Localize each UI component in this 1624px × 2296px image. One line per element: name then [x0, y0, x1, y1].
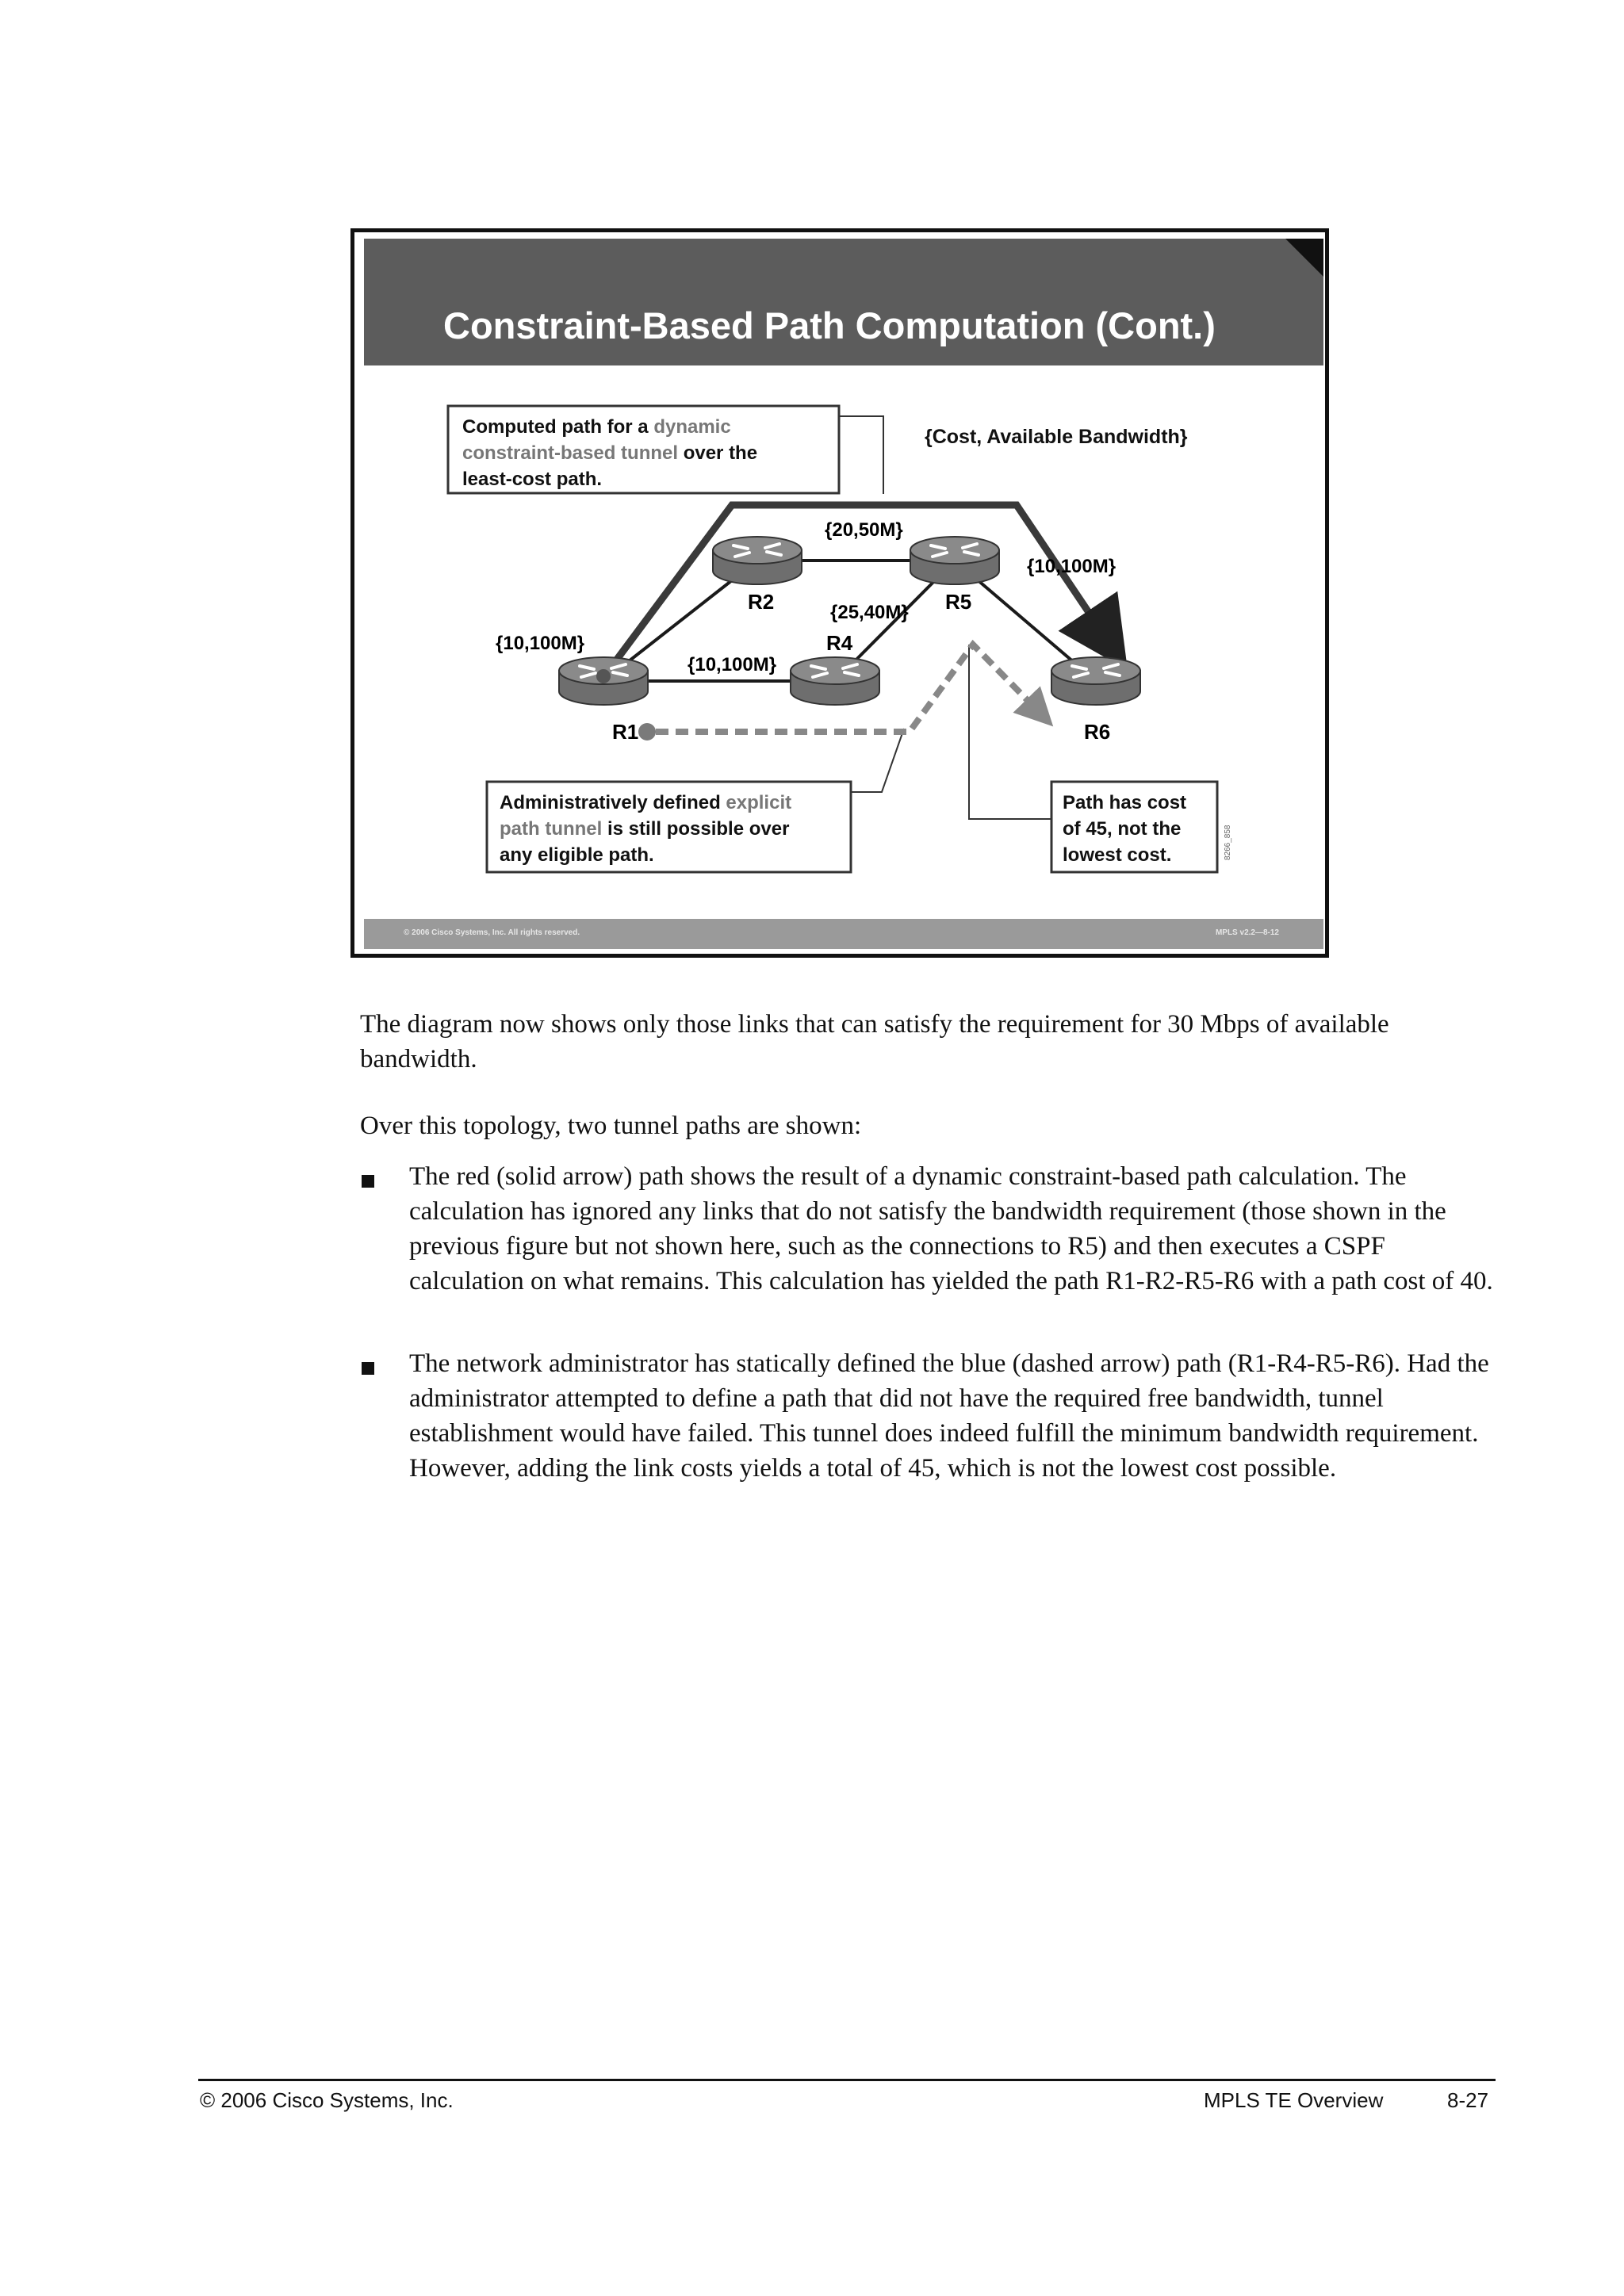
link-label-r1-r2: {10,100M} — [496, 633, 585, 654]
router-label-r5: R5 — [945, 590, 972, 614]
link-label-r2-r5: {20,50M} — [825, 519, 903, 541]
link-label-r1-r4: {10,100M} — [688, 654, 777, 675]
link-label-r5-r6: {10,100M} — [1027, 556, 1116, 577]
callout-bottom-left-text: Administratively defined explicit path tunnel is still possible over any eligible path. — [500, 792, 792, 866]
body-paragraph-1: The diagram now shows only those links that can satisfy the requirement for 30 Mbps of available bandwidth. — [360, 1010, 1389, 1073]
callout-top-leader — [839, 416, 883, 494]
link-label-r4-r5: {25,40M} — [830, 602, 909, 623]
callout-top-text: Computed path for a dynamic constraint-based tunnel over the least-cost path. — [462, 416, 758, 490]
figure-id: 8266_858 — [1224, 825, 1232, 860]
router-label-r6: R6 — [1084, 720, 1111, 744]
bullet-square-icon — [362, 1362, 374, 1375]
router-icon-r6 — [1051, 657, 1140, 705]
slide-footer — [364, 919, 1323, 949]
bullet-item-explicit-path: The network administrator has statically defined the blue (dashed arrow) path (R1-R4-R5-R6). Had the administrator attempted to define a path that did not have the required free bandwidth, tunnel establishment would have failed. This tunnel does indeed fulfill the minimum bandwidth requirement. However, adding the link costs yields a total of 45, which is not the lowest cost possible. — [409, 1349, 1489, 1483]
bullet-square-icon — [362, 1175, 374, 1188]
footer-page-number: 8-27 — [1447, 2088, 1489, 2112]
footer-copyright: © 2006 Cisco Systems, Inc. — [200, 2088, 454, 2112]
callout-bottom-left-leader — [851, 729, 904, 792]
dynamic-tunnel-start-dot — [596, 669, 611, 683]
footer-divider — [198, 2079, 1496, 2081]
body-paragraph-2: Over this topology, two tunnel paths are shown: — [360, 1112, 862, 1140]
router-icon-r2 — [713, 537, 802, 584]
bullet-item-dynamic-path: The red (solid arrow) path shows the result of a dynamic constraint-based path calculation. The calculation has ignored any links that do not satisfy the bandwidth requirement (those shown in the previous figure but not shown here, such as the connections to R5) and then executes a CSPF calculation on what remains. This calculation has yielded the path R1-R2-R5-R6 with a path cost of 40. — [409, 1162, 1493, 1295]
router-icon-r5 — [910, 537, 999, 584]
footer-course-title: MPLS TE Overview — [1204, 2088, 1384, 2112]
slide-figure — [350, 228, 1329, 958]
router-label-r1: R1 — [612, 720, 639, 744]
callout-bottom-right-leader — [969, 645, 1051, 819]
slide-footer-copyright: © 2006 Cisco Systems, Inc. All rights reserved. — [404, 928, 580, 937]
topology-diagram — [354, 232, 1325, 914]
slide-footer-course-id: MPLS v2.2—8-12 — [1215, 928, 1279, 937]
router-label-r4: R4 — [826, 631, 853, 655]
explicit-tunnel-start-dot — [638, 723, 656, 740]
router-label-r2: R2 — [748, 590, 775, 614]
callout-bottom-right-text: Path has cost of 45, not the lowest cost. — [1063, 792, 1187, 866]
router-icon-r4 — [791, 657, 879, 705]
slide-title: Constraint-Based Path Computation (Cont.) — [443, 304, 1216, 346]
legend-label: {Cost, Available Bandwidth} — [925, 426, 1188, 448]
